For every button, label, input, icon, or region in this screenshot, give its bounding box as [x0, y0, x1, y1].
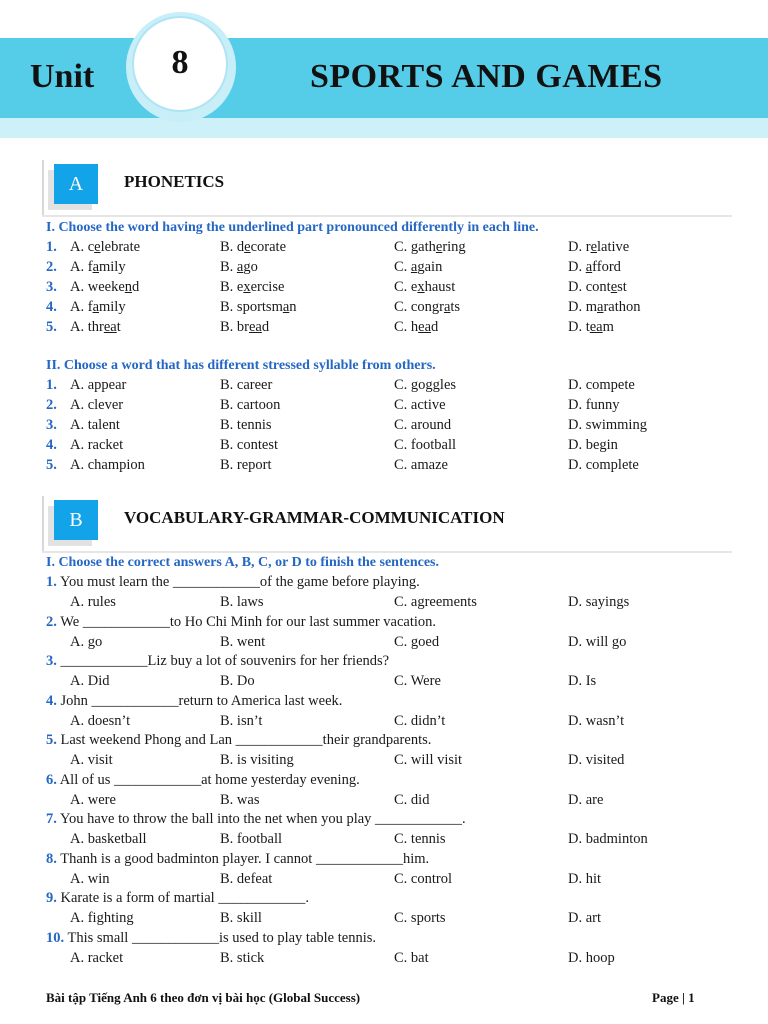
option-d: D. compete: [568, 377, 635, 393]
section-divider: [42, 215, 732, 217]
underlined-part: n: [124, 279, 133, 295]
option-text: C. h: [394, 319, 419, 335]
question: [46, 653, 389, 670]
option-d: [568, 259, 621, 276]
option-text: A. c: [70, 239, 95, 255]
option-d: [568, 279, 627, 296]
option-a: A. win: [70, 870, 110, 887]
answer-row: [46, 457, 746, 477]
option-b: B. report: [220, 457, 272, 473]
option-text: ercise: [250, 279, 285, 295]
section-b-title: VOCABULARY-GRAMMAR-COMMUNICATION: [124, 508, 505, 527]
option-text: n: [289, 299, 297, 315]
option-text: d: [132, 279, 140, 295]
underlined-part: a: [236, 259, 244, 275]
option-a: [70, 319, 121, 336]
question-number: 3.: [46, 279, 57, 295]
option-d: D. swimming: [568, 417, 647, 433]
option-text: haust: [424, 279, 456, 295]
option-b: B. contest: [220, 437, 278, 453]
option-text: D. r: [568, 239, 591, 255]
option-d: D. Is: [568, 673, 597, 689]
option-b: B. career: [220, 377, 273, 393]
option-text: B. sportsm: [220, 299, 283, 315]
footer-title: Bài tập Tiếng Anh 6 theo đơn vị bài học (Global Success): [46, 990, 361, 1005]
answer-row: [46, 950, 746, 970]
option-c: [394, 319, 438, 336]
underlined-part: x: [243, 279, 251, 295]
underlined-part: a: [92, 299, 99, 315]
option-c: C. sports: [394, 910, 446, 926]
underlined-part: a: [597, 299, 604, 315]
question-number: 10.: [46, 929, 65, 946]
option-text: B.: [220, 259, 237, 275]
option-c: C. goed: [394, 633, 440, 650]
option-b: B. defeat: [220, 870, 273, 887]
option-text: C. congr: [394, 299, 444, 315]
option-b: [220, 279, 284, 296]
answer-row: [46, 397, 746, 417]
question-text: You have to throw the ball into the net when you play ____________.: [59, 811, 466, 827]
option-text: gain: [417, 259, 443, 275]
question-number: 7.: [46, 811, 57, 827]
question: [46, 732, 431, 749]
option-text: ring: [442, 239, 466, 255]
answer-row: [46, 377, 746, 397]
option-a: A. doesn’t: [70, 712, 131, 729]
option-a: A. talent: [70, 417, 120, 433]
option-b: [220, 259, 258, 276]
underlined-part: e: [94, 239, 101, 255]
answer-row: [46, 299, 746, 319]
option-text: D.: [568, 259, 586, 275]
option-a: [70, 279, 139, 296]
option-text: D. cont: [568, 279, 611, 295]
option-b: B. cartoon: [220, 397, 281, 413]
question: [46, 574, 420, 591]
option-text: d: [261, 319, 270, 335]
underlined-part: e: [435, 239, 443, 255]
option-text: lative: [597, 239, 630, 255]
option-c: C. football: [394, 437, 457, 453]
option-text: fford: [592, 259, 621, 275]
option-b: B. went: [220, 633, 266, 650]
question: [46, 890, 309, 907]
question: [46, 811, 466, 828]
unit-title: SPORTS AND GAMES: [310, 58, 663, 95]
question-number: 5.: [46, 732, 57, 748]
option-text: D. m: [568, 299, 597, 315]
page-number: Page | 1: [652, 990, 695, 1005]
option-a: [70, 299, 126, 316]
option-c: C. bat: [394, 949, 429, 966]
option-a: [70, 259, 126, 276]
option-c: C. goggles: [394, 377, 457, 393]
unit-number: 8: [171, 44, 189, 81]
option-text: t: [116, 319, 121, 335]
answer-row: [46, 713, 746, 733]
underlined-part: e: [244, 239, 251, 255]
option-text: A. f: [70, 259, 93, 275]
question-number: 4.: [46, 299, 57, 315]
question-number: 5.: [46, 319, 57, 335]
option-b: B. laws: [220, 594, 264, 610]
option-a: A. fighting: [70, 910, 134, 926]
option-d: D. art: [568, 910, 602, 926]
question-number: 5.: [46, 457, 57, 473]
section-divider: [42, 551, 732, 553]
option-d: D. will go: [568, 633, 627, 650]
option-text: ts: [450, 299, 461, 315]
option-c: [394, 299, 460, 316]
option-text: m: [602, 319, 614, 335]
question-text: Thanh is a good badminton player. I cannot ____________him.: [60, 850, 430, 867]
section-divider: [42, 160, 44, 216]
question: [46, 693, 342, 710]
option-a: A. go: [70, 633, 103, 650]
underlined-part: e: [610, 279, 618, 295]
question: [46, 851, 429, 868]
option-c: C. around: [394, 417, 452, 433]
option-a: A. racket: [70, 437, 124, 453]
underlined-part: ea: [249, 319, 262, 335]
option-text: A. weeke: [70, 279, 125, 295]
option-c: C. Were: [394, 673, 441, 689]
option-d: D. begin: [568, 437, 618, 453]
option-b: B. isn’t: [220, 712, 263, 729]
option-c: C. tennis: [394, 831, 446, 847]
option-a: A. champion: [70, 457, 145, 473]
answer-row: [46, 752, 746, 772]
question: [46, 930, 376, 947]
option-text: go: [243, 259, 258, 275]
option-text: mily: [99, 259, 126, 275]
question-text: This small ____________is used to play table tennis.: [67, 929, 377, 946]
question-number: 1.: [46, 377, 57, 393]
option-text: B. br: [220, 319, 249, 335]
question-text: Karate is a form of martial ____________.: [60, 890, 309, 906]
question-number: 1.: [46, 239, 57, 255]
phonetics-instruction-1: I. Choose the word having the underlined part pronounced differently in each line.: [46, 220, 539, 235]
answer-row: [46, 319, 746, 339]
section-a-tag: A: [54, 164, 98, 204]
option-b: B. was: [220, 791, 260, 808]
option-d: [568, 319, 614, 336]
question-number: 2.: [46, 397, 57, 413]
underlined-part: a: [92, 259, 99, 275]
question-text: All of us ____________at home yesterday evening.: [59, 771, 360, 788]
option-d: D. are: [568, 791, 604, 808]
answer-row: [46, 594, 746, 614]
option-a: [70, 239, 140, 256]
option-c: C. did: [394, 791, 430, 808]
question-text: We ____________to Ho Chi Minh for our last summer vacation.: [60, 613, 437, 630]
answer-row: [46, 792, 746, 812]
underlined-part: ea: [589, 319, 603, 335]
option-text: B. d: [220, 239, 245, 255]
option-c: C. will visit: [394, 752, 463, 768]
option-c: C. active: [394, 397, 446, 413]
option-b: B. football: [220, 831, 283, 847]
option-text: D. t: [568, 319, 590, 335]
section-a-title: PHONETICS: [124, 172, 225, 191]
option-text: mily: [99, 299, 126, 315]
answer-row: [46, 239, 746, 259]
answer-row: [46, 417, 746, 437]
option-b: B. Do: [220, 673, 255, 689]
option-d: D. sayings: [568, 594, 630, 610]
question-number: 2.: [46, 613, 57, 630]
option-c: [394, 239, 466, 256]
answer-row: [46, 437, 746, 457]
option-text: C. gath: [394, 239, 436, 255]
option-text: st: [617, 279, 627, 295]
answer-row: [46, 831, 746, 851]
option-c: C. didn’t: [394, 712, 446, 729]
answer-row: [46, 871, 746, 891]
option-b: [220, 239, 286, 256]
underlined-part: a: [443, 299, 451, 315]
option-text: d: [431, 319, 439, 335]
option-a: A. clever: [70, 397, 124, 413]
option-a: A. racket: [70, 949, 124, 966]
underlined-part: ea: [418, 319, 432, 335]
question-number: 1.: [46, 574, 57, 590]
option-b: [220, 299, 297, 316]
question-text: ____________Liz buy a lot of souvenirs for her friends?: [60, 653, 390, 669]
section-a-header: [38, 160, 738, 218]
option-d: [568, 299, 640, 316]
question: [46, 614, 436, 631]
underlined-part: e: [590, 239, 597, 255]
section-divider: [42, 496, 44, 552]
option-a: A. rules: [70, 594, 116, 610]
phonetics-instruction-2: II. Choose a word that has different stressed syllable from others.: [46, 358, 436, 373]
option-text: corate: [250, 239, 287, 255]
question-number: 8.: [46, 850, 57, 867]
option-b: B. is visiting: [220, 752, 294, 768]
question-number: 3.: [46, 417, 57, 433]
question-text: Last weekend Phong and Lan ____________their grandparents.: [60, 732, 432, 748]
option-d: D. wasn’t: [568, 712, 625, 729]
section-b-tag: B: [54, 500, 98, 540]
question-number: 4.: [46, 692, 57, 709]
option-text: A. f: [70, 299, 93, 315]
question-text: John ____________return to America last week.: [60, 692, 343, 709]
question-text: You must learn the ____________of the game before playing.: [59, 574, 420, 590]
option-d: D. hoop: [568, 949, 615, 966]
answer-row: [46, 279, 746, 299]
option-b: B. skill: [220, 910, 262, 926]
question-number: 2.: [46, 259, 57, 275]
section-b-header: [38, 496, 738, 554]
answer-row: [46, 910, 746, 930]
option-a: A. appear: [70, 377, 127, 393]
underlined-part: x: [417, 279, 425, 295]
question: [46, 772, 360, 789]
option-text: C.: [394, 259, 411, 275]
question-number: 9.: [46, 890, 57, 906]
header-strip: [0, 118, 768, 138]
option-a: A. were: [70, 791, 116, 808]
option-d: D. badminton: [568, 831, 648, 847]
answer-row: [46, 634, 746, 654]
option-c: [394, 279, 455, 296]
option-b: B. stick: [220, 949, 265, 966]
option-text: lebrate: [100, 239, 141, 255]
option-text: A. thr: [70, 319, 104, 335]
option-b: [220, 319, 269, 336]
question-number: 3.: [46, 653, 57, 669]
option-a: A. basketball: [70, 831, 147, 847]
option-d: D. hit: [568, 870, 602, 887]
option-b: B. tennis: [220, 417, 272, 433]
option-text: B. e: [220, 279, 244, 295]
answer-row: [46, 673, 746, 693]
underlined-part: a: [585, 259, 593, 275]
question-number: 6.: [46, 771, 57, 788]
option-c: C. control: [394, 870, 452, 887]
option-d: D. funny: [568, 397, 620, 413]
vocab-instruction: I. Choose the correct answers A, B, C, or D to finish the sentences.: [46, 555, 439, 570]
option-d: D. visited: [568, 752, 625, 768]
answer-row: [46, 259, 746, 279]
option-text: rathon: [603, 299, 641, 315]
underlined-part: a: [410, 259, 418, 275]
option-c: C. agreements: [394, 594, 477, 610]
option-c: [394, 259, 442, 276]
option-a: A. Did: [70, 673, 110, 689]
option-d: [568, 239, 629, 256]
underlined-part: a: [282, 299, 290, 315]
underlined-part: ea: [103, 319, 117, 335]
question-number: 4.: [46, 437, 57, 453]
unit-label: Unit: [30, 58, 95, 95]
option-a: A. visit: [70, 752, 113, 768]
option-text: C. e: [394, 279, 418, 295]
option-d: D. complete: [568, 457, 639, 473]
option-c: C. amaze: [394, 457, 448, 473]
